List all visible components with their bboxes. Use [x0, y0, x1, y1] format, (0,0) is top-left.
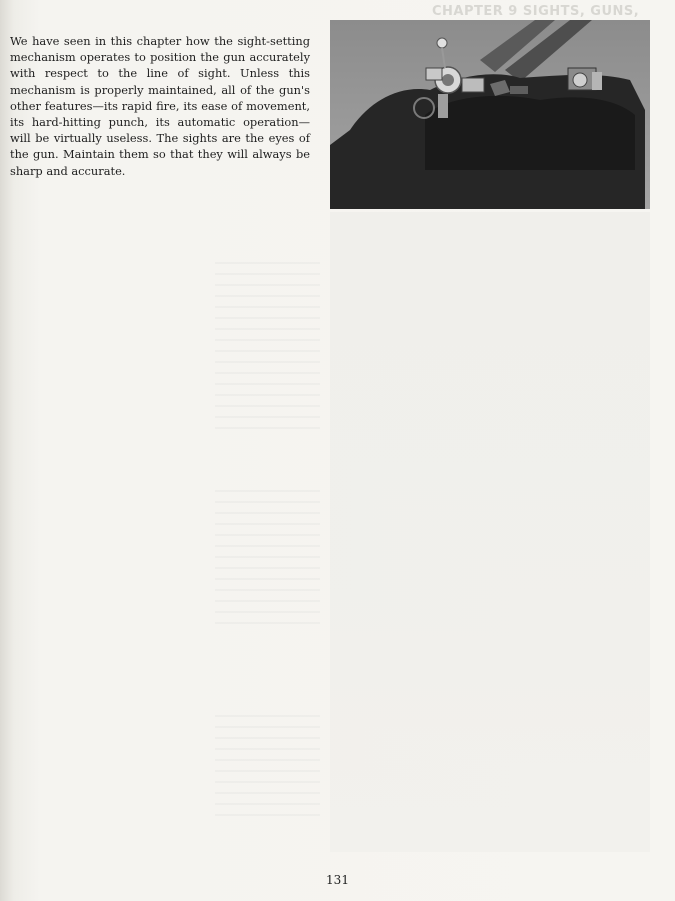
bleed-through-text [215, 262, 320, 432]
bleed-through-text [215, 715, 320, 825]
gun-mount-photo [330, 20, 650, 209]
page-number: 131 [326, 873, 349, 887]
gun-mount-photo-icon [330, 20, 650, 209]
blank-page-area [330, 212, 650, 852]
body-paragraph: We have seen in this chapter how the sight-setting mechanism operates to position the gun accurately with respect to the line of sight. Unless this mechanism is properly maintained, all of the gun's other features—its rapid fire, its ease of movement, its hard-hitting punch, its automatic operation—will be virtually useless. The sights are the eyes of the gun. Maintain them so that they will always be sharp and accurate. [10, 34, 310, 178]
bleed-through-text [215, 490, 320, 630]
bleed-through-header: CHAPTER 9 SIGHTS, GUNS, [432, 4, 640, 19]
